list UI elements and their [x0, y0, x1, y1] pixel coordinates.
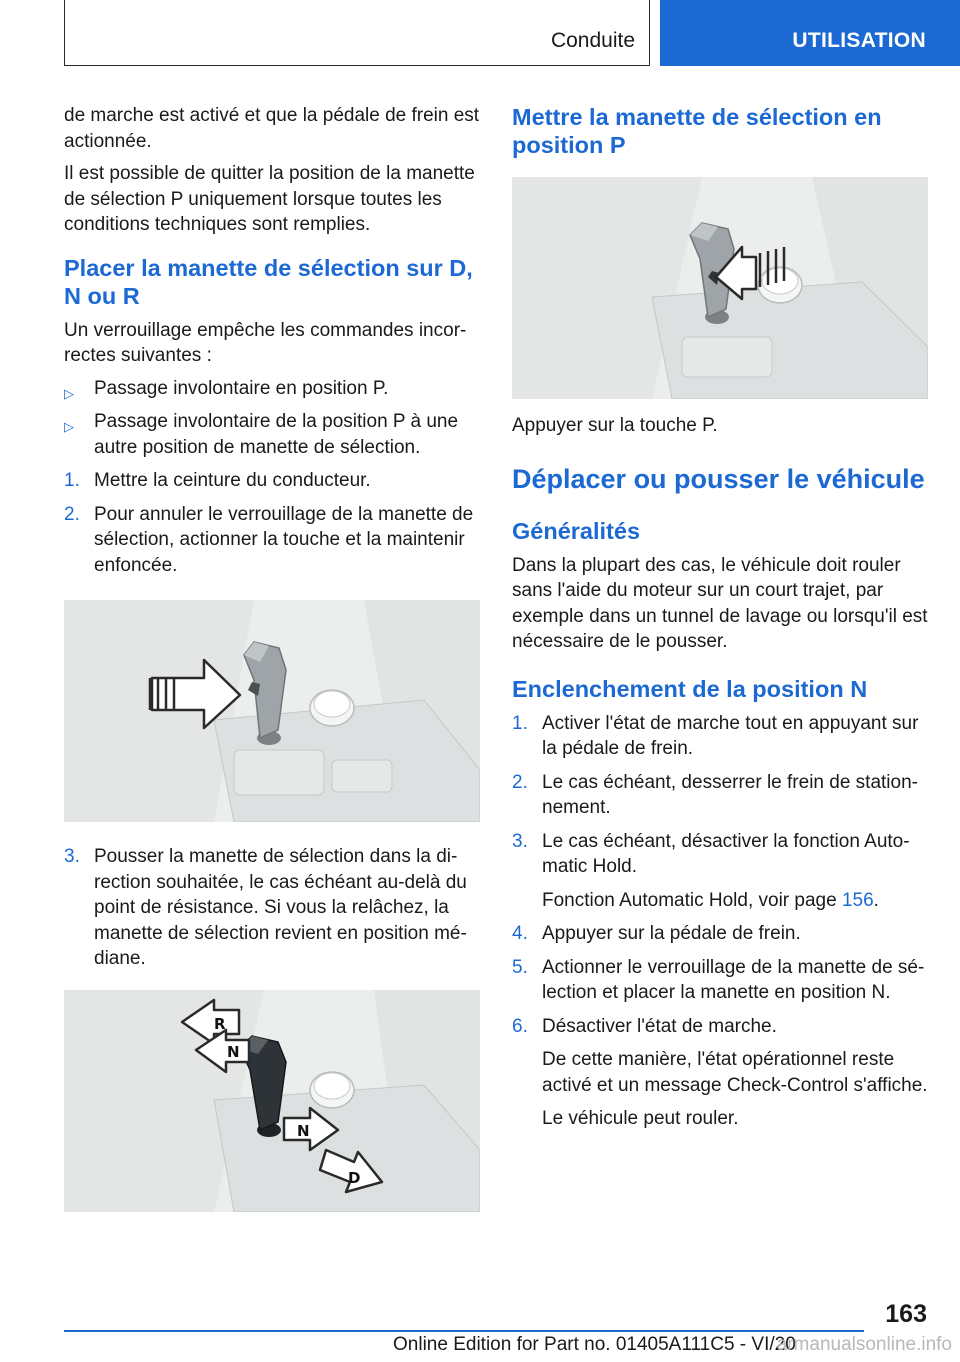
- left-column: [64, 103, 480, 1234]
- shift-directions-illustration: [64, 990, 480, 1212]
- heading-engage-n: Enclenchement de la position N: [512, 675, 868, 702]
- list-item: 1. Mettre la ceinture du conducteur.: [64, 470, 371, 491]
- step-note: De cette manière, l'état opérationnel reste activé et un message Check-Control s'affiche.: [542, 1049, 928, 1096]
- list-item: 1. Activer l'état de marche tout en appuyant sur la pédale de frein.: [512, 712, 919, 759]
- list-item: ▷ Passage involontaire en position P.: [64, 376, 480, 402]
- heading-general: Généralités: [512, 517, 641, 544]
- header-chapter-tab: [660, 0, 960, 66]
- footer-divider: [64, 1330, 864, 1332]
- cross-reference-note: Fonction Automatic Hold, voir page 156.: [542, 889, 879, 911]
- selector-button-illustration: [64, 600, 480, 822]
- bullet-list: [64, 376, 480, 461]
- header-section-title: Conduite: [550, 29, 635, 52]
- shift-label-n-lower: N: [297, 1121, 310, 1140]
- figure-selector-button: [64, 600, 480, 822]
- right-column: [512, 103, 928, 1140]
- figure-shift-directions: [64, 990, 480, 1212]
- step-note: Le véhicule peut rouler.: [542, 1108, 739, 1129]
- header-section-box: [64, 0, 650, 66]
- list-item: 3. Pousser la manette de sélection dans la direction souhaitée, le cas échéant au-delà du point de résistance. Si vous la relâchez, la manette de sélection revient en position médiane.: [64, 846, 467, 969]
- triangle-bullet-icon: ▷: [64, 385, 74, 401]
- page-number: 163: [885, 1300, 927, 1328]
- shift-label-n-upper: N: [227, 1042, 240, 1061]
- list-item: 5. Actionner le verrouillage de la manette de sélection et placer la manette en position N.: [512, 956, 925, 1003]
- paragraph-general: Dans la plupart des cas, le véhicule doit rouler sans l'aide du moteur sur un court trajet, par exemple dans un tunnel de lavage ou lorsqu'il est nécessaire de le pousser.: [512, 554, 928, 652]
- list-item: 2. Pour annuler le verrouillage de la manette de sélection, actionner la touche et la maintenir enfoncée.: [64, 503, 474, 576]
- heading-move-vehicle: Déplacer ou pousser le véhicule: [512, 463, 925, 494]
- list-item: 2. Le cas échéant, desserrer le frein de stationnement.: [512, 771, 918, 818]
- steps-list-n: [512, 711, 928, 1132]
- heading-position-p: Mettre la manette de sélection en position P: [512, 104, 882, 158]
- paragraph-conditions: Il est possible de quitter la position de la manette de sélection P uniquement lorsque toutes les conditions techniques sont remplies.: [64, 163, 475, 235]
- list-item: ▷ Passage involontaire de la position P à une autre position de manette de sélection.: [64, 411, 459, 458]
- footer-edition: Online Edition for Part no. 01405A111C5 - VI/20: [393, 1334, 796, 1355]
- list-item: 3. Le cas échéant, désactiver la fonction Automatic Hold. Fonction Automatic Hold, voir page 156.: [512, 829, 928, 914]
- list-item: 6. Désactiver l'état de marche. De cette manière, l'état opérationnel reste activé et un message Check-Control s'affiche. Le véhicule peut rouler.: [512, 1014, 928, 1132]
- steps-list: [64, 468, 480, 578]
- watermark: armanualsonline.info: [776, 1334, 952, 1355]
- steps-list-continued: [64, 844, 480, 972]
- paragraph-continuation: de marche est activé et que la pédale de frein est actionnée.: [64, 105, 480, 152]
- heading-place-selector: Placer la manette de sélection sur D, N ou R: [64, 254, 473, 309]
- header-chapter-label: UTILISATION: [792, 29, 926, 52]
- shift-label-r: R: [214, 1014, 226, 1033]
- p-button-illustration: [512, 177, 928, 399]
- triangle-bullet-icon: ▷: [64, 419, 74, 434]
- figure-p-button: [512, 177, 928, 399]
- page-link[interactable]: 156: [841, 889, 874, 911]
- shift-label-d: D: [348, 1168, 361, 1187]
- figure-caption: Appuyer sur la touche P.: [512, 415, 718, 436]
- paragraph-lock-intro: Un verrouillage empêche les commandes incorrectes suivantes :: [64, 319, 467, 366]
- list-item: 4. Appuyer sur la pédale de frein.: [512, 923, 801, 944]
